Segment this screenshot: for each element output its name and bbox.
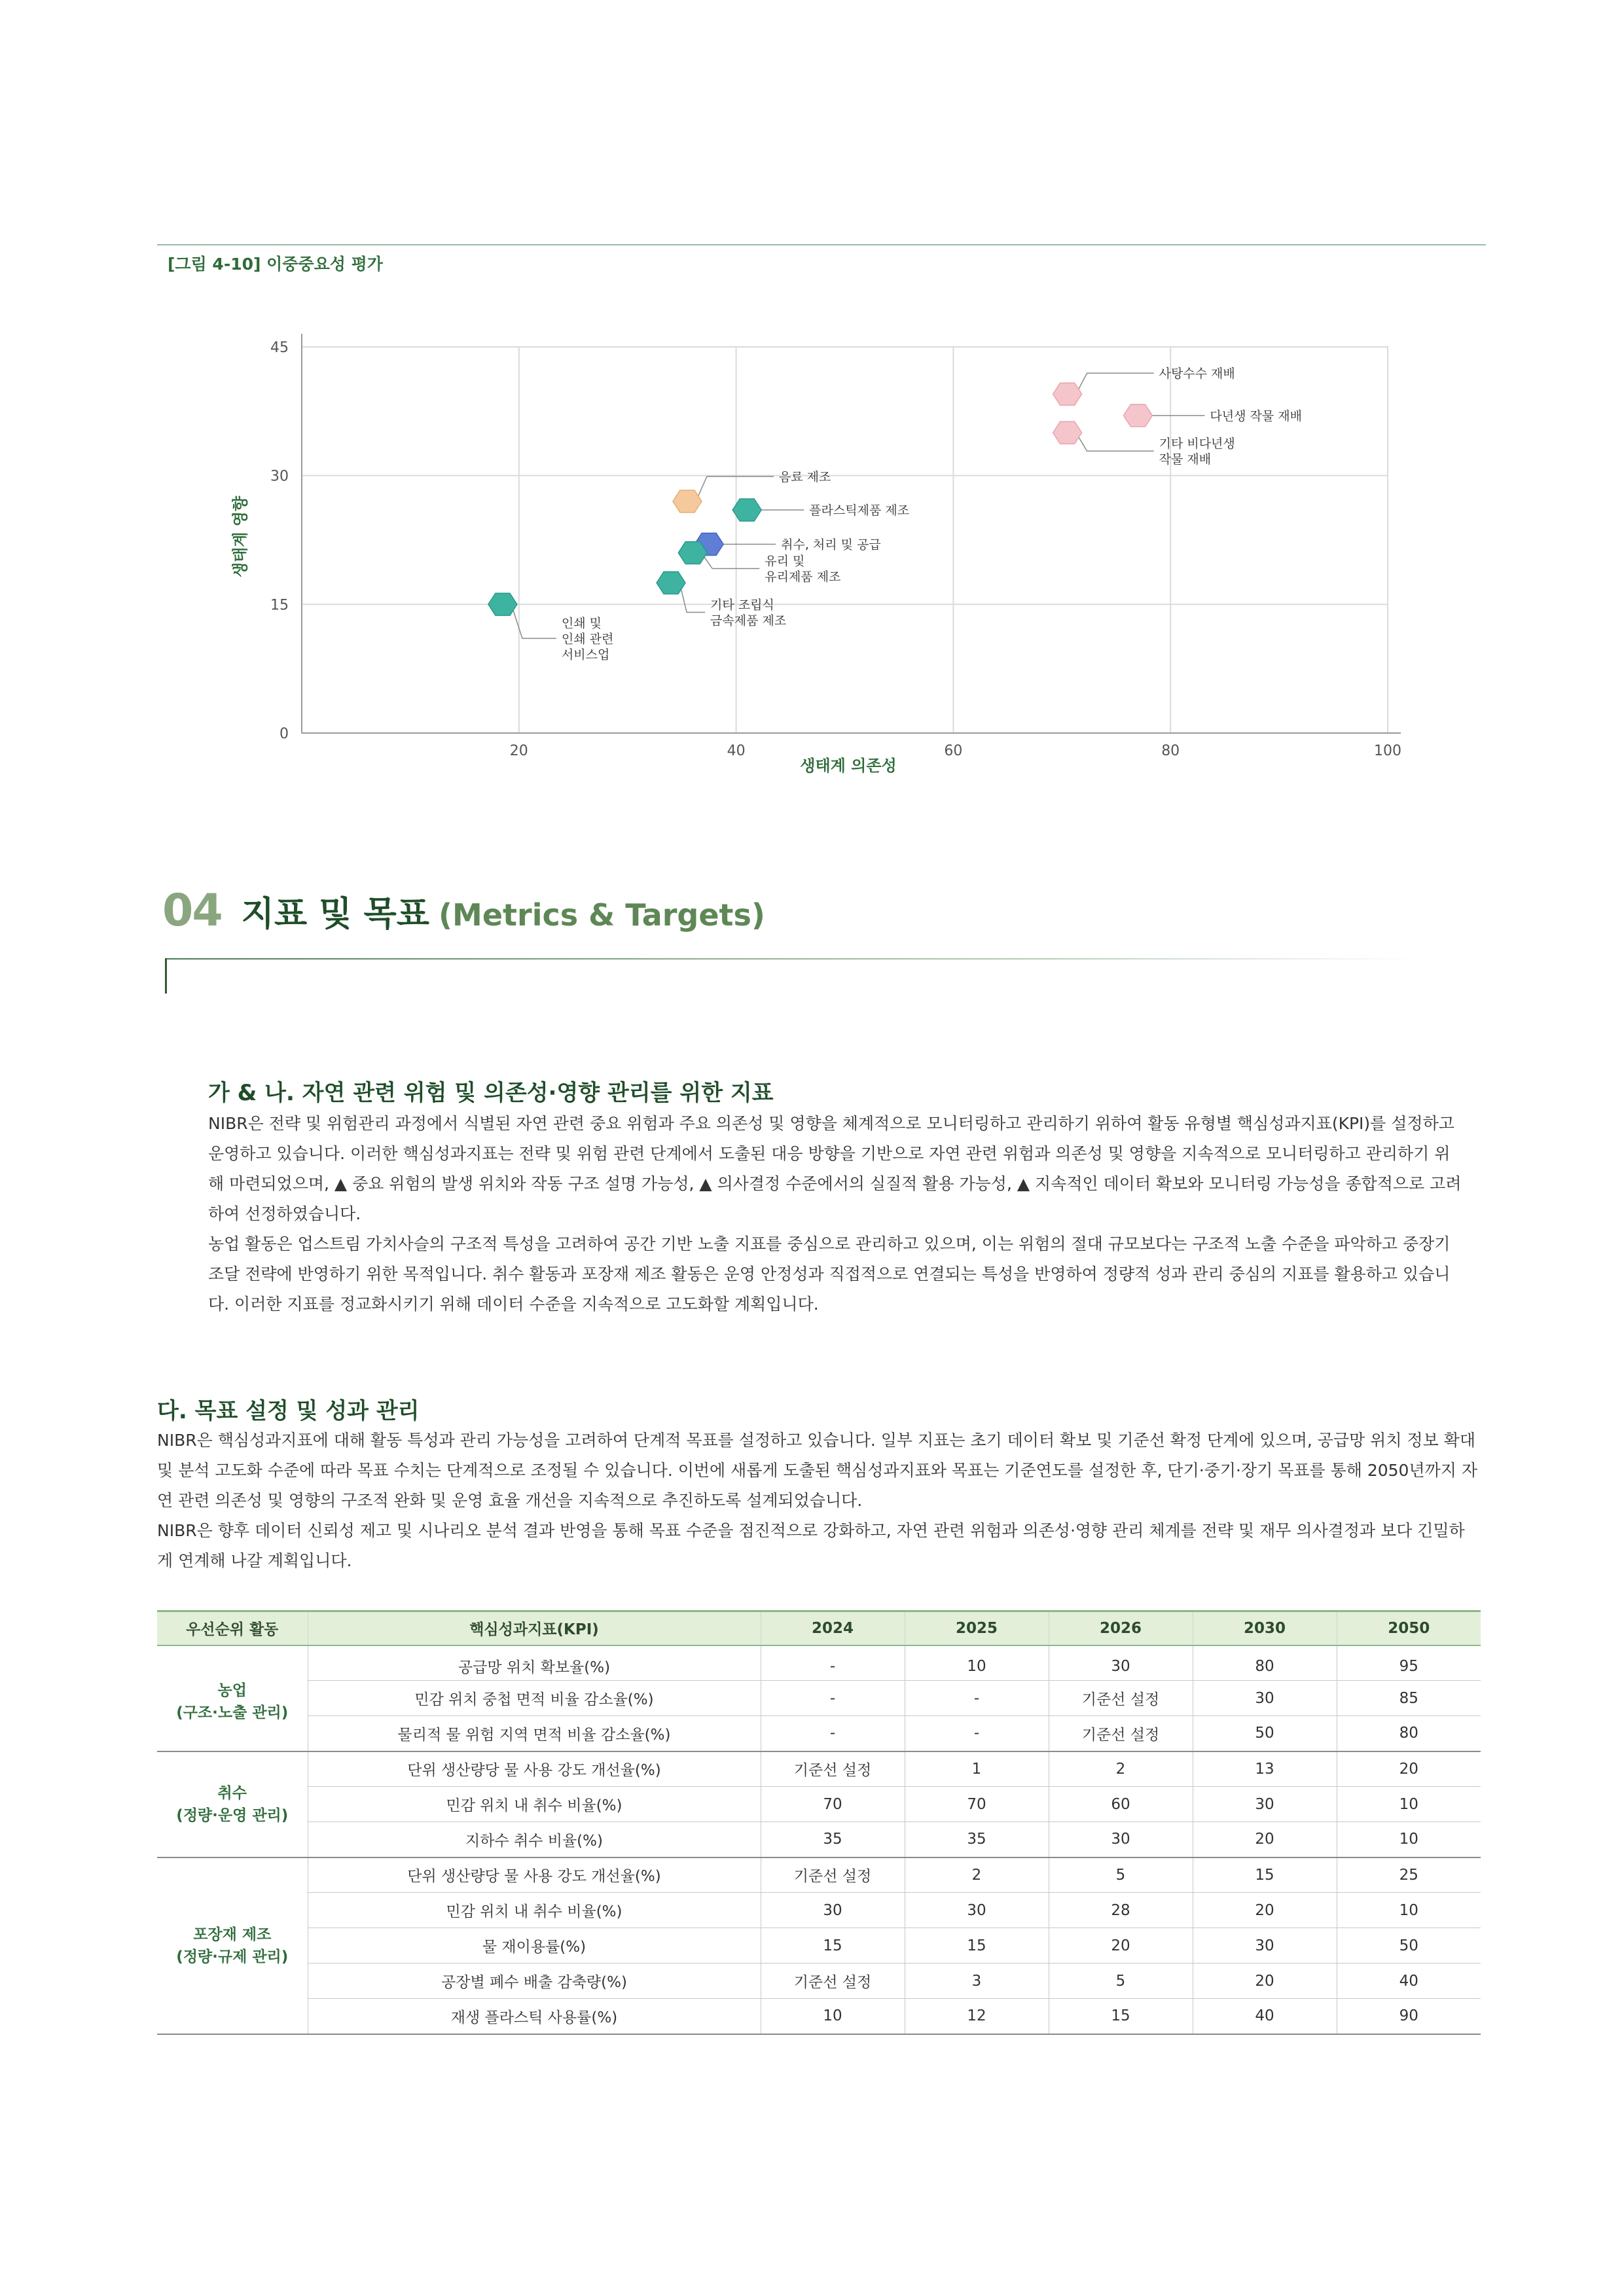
data-point-label: 다년생 작물 재배 [1210, 408, 1302, 423]
x-tick-label: 60 [944, 743, 963, 759]
target-value-cell: - [905, 1716, 1049, 1751]
column-header: 2026 [1049, 1611, 1193, 1645]
kpi-name-cell: 민감 위치 내 취수 비율(%) [308, 1787, 761, 1822]
target-value-cell: 20 [1193, 1893, 1337, 1928]
y-tick-label: 45 [270, 340, 289, 356]
target-value-cell: 70 [905, 1787, 1049, 1822]
kpi-name-cell: 지하수 취수 비율(%) [308, 1822, 761, 1857]
data-point-hexagon [1053, 422, 1082, 444]
kpi-name-cell: 민감 위치 중첩 면적 비율 감소율(%) [308, 1681, 761, 1716]
target-value-cell: 70 [761, 1787, 905, 1822]
target-value-cell: 50 [1337, 1928, 1481, 1964]
kpi-name-cell: 민감 위치 내 취수 비율(%) [308, 1893, 761, 1928]
target-value-cell: 85 [1337, 1681, 1481, 1716]
target-value-cell: - [905, 1681, 1049, 1716]
target-value-cell: 기준선 설정 [761, 1964, 905, 1999]
target-value-cell: 30 [905, 1893, 1049, 1928]
target-value-cell: 15 [761, 1928, 905, 1964]
kpi-name-cell: 재생 플라스틱 사용률(%) [308, 1999, 761, 2034]
paragraph: NIBR은 핵심성과지표에 대해 활동 특성과 관리 가능성을 고려하여 단계적 목표를 설정하고 있습니다. 일부 지표는 초기 데이터 확보 및 기준선 확정 단계에 있으며, 공급망 위치 정보 확대 및 분석 고도화 수준에 따라 목표 수치는 단계적으로 조정될 수 있습니다. 이번에 새롭게 도출된 핵심성과지표와 목표는 기준연도를 설정한 후, 단기·중기·장기 목표를 통해 2050년까지 자연 관련 의존성 및 영향의 구조적 완화 및 운영 효율 개선을 지속적으로 추진하도록 설계되었습니다. [157, 1431, 1477, 1510]
paragraph: NIBR은 전략 및 위험관리 과정에서 식별된 자연 관련 중요 위험과 주요 의존성 및 영향을 체계적으로 모니터링하고 관리하기 위하여 활동 유형별 핵심성과지표(KPI)를 설정하고 운영하고 있습니다. 이러한 핵심성과지표는 전략 및 위험 관련 단계에서 도출된 대응 방향을 기반으로 자연 관련 위험과 의존성 및 영향을 지속적으로 모니터링하고 관리하기 위해 마련되었으며, ▲ 중요 위험의 발생 위치와 작동 구조 설명 가능성, ▲ 의사결정 수준에서의 실질적 활용 가능성, ▲ 지속적인 데이터 확보와 모니터링 가능성을 종합적으로 고려하여 선정하였습니다. [208, 1114, 1462, 1223]
section-title-en: (Metrics & Targets) [439, 897, 765, 933]
data-point-hexagon [1123, 404, 1152, 427]
table-row [157, 1857, 1481, 1893]
target-value-cell: 10 [1337, 1787, 1481, 1822]
data-point-hexagon [488, 593, 517, 615]
data-point-hexagon [1053, 383, 1082, 405]
table-row [157, 1716, 1481, 1751]
target-value-cell: 60 [1049, 1787, 1193, 1822]
kpi-name-cell: 물리적 물 위험 지역 면적 비율 감소율(%) [308, 1716, 761, 1751]
target-value-cell: 13 [1193, 1751, 1337, 1787]
target-value-cell: 10 [761, 1999, 905, 2034]
leader-line [511, 604, 556, 638]
section-number: 04 [162, 885, 222, 937]
target-value-cell: 1 [905, 1751, 1049, 1787]
data-point-hexagon [673, 490, 702, 512]
section-rule [165, 958, 1422, 960]
target-value-cell: 35 [761, 1822, 905, 1857]
data-point-hexagon [732, 499, 761, 521]
y-axis-label: 생태계 영향 [231, 495, 249, 578]
paragraph: 농업 활동은 업스트림 가치사슬의 구조적 특성을 고려하여 공간 기반 노출 지표를 중심으로 관리하고 있으며, 이는 위험의 절대 규모보다는 구조적 노출 수준을 파악하고 중장기 조달 전략에 반영하기 위한 목적입니다. 취수 활동과 포장재 제조 활동은 운영 안정성과 직접적으로 연결되는 특성을 반영하여 정량적 성과 관리 중심의 지표를 활용하고 있습니다. 이러한 지표를 정교화시키기 위해 데이터 수준을 지속적으로 고도화할 계획입니다. [208, 1234, 1451, 1314]
section-title: 지표 및 목표 [241, 895, 430, 934]
target-value-cell: 기준선 설정 [1049, 1681, 1193, 1716]
x-axis-label: 생태계 의존성 [800, 757, 897, 775]
target-value-cell: 15 [1193, 1857, 1337, 1893]
table-header-row [157, 1611, 1481, 1645]
table-row [157, 1822, 1481, 1857]
target-value-cell: 35 [905, 1822, 1049, 1857]
target-value-cell: 30 [1049, 1822, 1193, 1857]
data-point-label: 기타 비다년생 작물 재배 [1159, 437, 1235, 467]
x-tick-label: 20 [509, 743, 528, 759]
double-materiality-chart [216, 321, 1447, 792]
leader-line [1076, 433, 1154, 451]
column-header: 2050 [1337, 1611, 1481, 1645]
table-row [157, 1645, 1481, 1681]
leader-line [1076, 373, 1154, 394]
y-tick-label: 30 [270, 468, 289, 485]
section-header [162, 885, 765, 944]
target-value-cell: 30 [1193, 1928, 1337, 1964]
subsection-heading-targets: 다. 목표 설정 및 성과 관리 [157, 1398, 420, 1424]
leader-line [679, 583, 705, 613]
target-value-cell: 2 [905, 1857, 1049, 1893]
target-value-cell: 기준선 설정 [761, 1751, 905, 1787]
target-value-cell: 30 [1193, 1681, 1337, 1716]
target-value-cell: 40 [1193, 1999, 1337, 2034]
figure-caption: [그림 4-10] 이중중요성 평가 [168, 255, 383, 274]
target-value-cell: 20 [1193, 1964, 1337, 1999]
table-row [157, 1964, 1481, 1999]
target-value-cell: - [761, 1681, 905, 1716]
target-value-cell: - [761, 1716, 905, 1751]
subsection-body-metrics [208, 1109, 1465, 1319]
target-value-cell: 5 [1049, 1857, 1193, 1893]
target-value-cell: 25 [1337, 1857, 1481, 1893]
activity-group-cell: 농업 (구조·노출 관리) [157, 1645, 308, 1751]
table-row [157, 1999, 1481, 2034]
subsection-body-targets [157, 1426, 1479, 1576]
target-value-cell: 2 [1049, 1751, 1193, 1787]
target-value-cell: 30 [1193, 1787, 1337, 1822]
target-value-cell: 10 [1337, 1893, 1481, 1928]
kpi-name-cell: 공장별 폐수 배출 감축량(%) [308, 1964, 761, 1999]
table-row [157, 1751, 1481, 1787]
target-value-cell: 20 [1193, 1822, 1337, 1857]
target-value-cell: 3 [905, 1964, 1049, 1999]
target-value-cell: 40 [1337, 1964, 1481, 1999]
x-tick-label: 100 [1374, 743, 1401, 759]
data-point-label: 플라스틱제품 제조 [809, 503, 910, 518]
target-value-cell: 30 [1049, 1645, 1193, 1681]
data-point-label: 기타 조립식 금속제품 제조 [710, 598, 787, 628]
target-value-cell: 기준선 설정 [1049, 1716, 1193, 1751]
column-header: 우선순위 활동 [157, 1611, 308, 1645]
table-row [157, 1787, 1481, 1822]
x-tick-label: 40 [727, 743, 746, 759]
target-value-cell: 15 [905, 1928, 1049, 1964]
kpi-targets-table [157, 1610, 1481, 2035]
target-value-cell: 30 [761, 1893, 905, 1928]
target-value-cell: 20 [1049, 1928, 1193, 1964]
target-value-cell: 50 [1193, 1716, 1337, 1751]
target-value-cell: 10 [905, 1645, 1049, 1681]
data-point-label: 취수, 처리 및 공급 [781, 537, 881, 552]
column-header: 핵심성과지표(KPI) [308, 1611, 761, 1645]
target-value-cell: 80 [1193, 1645, 1337, 1681]
subsection-heading-metrics: 가 & 나. 자연 관련 위험 및 의존성·영향 관리를 위한 지표 [208, 1080, 774, 1106]
target-value-cell: 90 [1337, 1999, 1481, 2034]
kpi-name-cell: 물 재이용률(%) [308, 1928, 761, 1964]
target-value-cell: 80 [1337, 1716, 1481, 1751]
data-point-label: 유리 및 유리제품 제조 [765, 554, 841, 584]
data-point-label: 인쇄 및 인쇄 관련 서비스업 [561, 616, 614, 662]
table-row [157, 1928, 1481, 1964]
leader-line [696, 476, 774, 501]
target-value-cell: 12 [905, 1999, 1049, 2034]
activity-group-cell: 취수 (정량·운영 관리) [157, 1751, 308, 1857]
target-value-cell: 10 [1337, 1822, 1481, 1857]
target-value-cell: 20 [1337, 1751, 1481, 1787]
target-value-cell: 28 [1049, 1893, 1193, 1928]
paragraph: NIBR은 향후 데이터 신뢰성 제고 및 시나리오 분석 결과 반영을 통해 목표 수준을 점진적으로 강화하고, 자연 관련 위험과 의존성·영향 관리 체계를 전략 및 재무 의사결정과 보다 긴밀하게 연계해 나갈 계획입니다. [157, 1521, 1465, 1570]
x-tick-label: 80 [1161, 743, 1180, 759]
section-rule-marker [165, 958, 167, 994]
table-row [157, 1681, 1481, 1716]
target-value-cell: 15 [1049, 1999, 1193, 2034]
y-tick-label: 15 [270, 597, 289, 614]
column-header: 2025 [905, 1611, 1049, 1645]
data-point-label: 음료 제조 [778, 470, 831, 484]
target-value-cell: - [761, 1645, 905, 1681]
table-row [157, 1893, 1481, 1928]
column-header: 2024 [761, 1611, 905, 1645]
y-tick-label: 0 [280, 726, 289, 742]
target-value-cell: 95 [1337, 1645, 1481, 1681]
kpi-name-cell: 단위 생산량당 물 사용 강도 개선율(%) [308, 1857, 761, 1893]
figure-top-rule [157, 244, 1486, 245]
target-value-cell: 기준선 설정 [761, 1857, 905, 1893]
target-value-cell: 5 [1049, 1964, 1193, 1999]
data-point-label: 사탕수수 재배 [1159, 367, 1235, 382]
column-header: 2030 [1193, 1611, 1337, 1645]
kpi-name-cell: 단위 생산량당 물 사용 강도 개선율(%) [308, 1751, 761, 1787]
activity-group-cell: 포장재 제조 (정량·규제 관리) [157, 1857, 308, 2034]
kpi-name-cell: 공급망 위치 확보율(%) [308, 1645, 761, 1681]
